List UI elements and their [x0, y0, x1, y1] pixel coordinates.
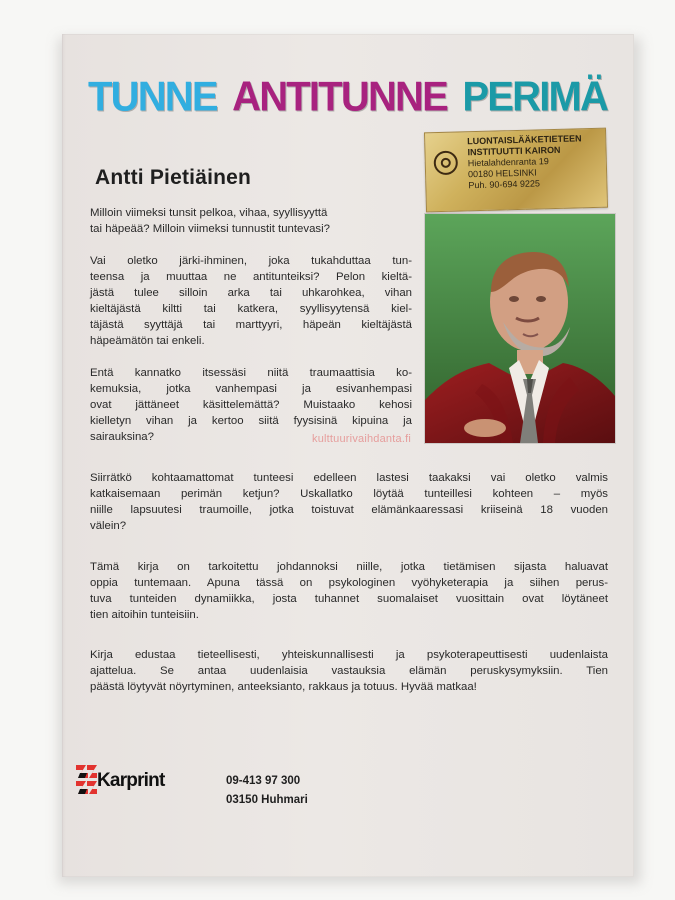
paragraph-4 — [90, 470, 608, 534]
publisher-logo-text: Karprint — [97, 770, 165, 791]
title-word-tunne: TUNNE — [88, 73, 217, 121]
paragraph-1-line-1: Milloin viimeksi tunsit pelkoa, vihaa, syyllisyyttä — [90, 207, 328, 219]
paragraph-4-line-2: katkaisemaan perimän ketjun? Uskallatko löytää tunteillesi kohteen – myös — [90, 488, 608, 501]
book-back-cover — [62, 34, 634, 877]
author-portrait-image — [425, 214, 615, 443]
paragraph-2-line-3: jästä tulee silloin arka tai uhkarohkea, vihan — [90, 287, 412, 300]
watermark-text: kulttuurivaihdanta.fi — [312, 433, 411, 445]
paragraph-3-line-2: kemuksia, jotka vanhempasi ja esivanhempasi — [90, 383, 412, 396]
paragraph-1-line-2: tai häpeää? Milloin viimeksi tunnustit tuntevasi? — [90, 223, 330, 236]
author-photo — [425, 214, 615, 443]
paragraph-2-line-6: häpeämätön tai enkeli. — [90, 335, 205, 348]
paragraph-6 — [90, 647, 608, 695]
sticker-logo-icon — [433, 151, 458, 176]
karprint-logo-icon — [73, 763, 97, 797]
paragraph-5-line-4: tien aitoihin tunteisiin. — [90, 609, 199, 622]
paragraph-3-line-3: ovat jättäneet käsittelemättä? Muistaako kehosi — [90, 399, 412, 412]
paragraph-5 — [90, 559, 608, 623]
library-sticker — [424, 128, 608, 213]
paragraph-5-line-2: oppia tuntemaan. Apuna tässä on psykologinen vyöhyketerapia ja siihen perus- — [90, 577, 608, 590]
paragraph-3-line-4: kielletyn vihan ja kertoo siitä fyysisinä kipuina ja — [90, 415, 412, 428]
sticker-line-4: 00180 HELSINKI — [467, 167, 537, 180]
paragraph-6-line-2: ajattelua. Se antaa uudenlaisia vastauksia elämän peruskysymyksiin. Tien — [90, 665, 608, 678]
paragraph-6-line-3: päästä löytyvät nöyrtyminen, anteeksianto, rakkaus ja totuus. Hyvää matkaa! — [90, 681, 477, 694]
paragraph-2-line-1: Vai oletko järki-ihminen, joka tukahduttaa tun- — [90, 255, 412, 267]
paragraph-4-line-3: niille lapsuutesi traumoille, jotka toistuvat elämänkaaressasi kriiseinä 18 vuoden — [90, 504, 608, 517]
title-word-antitunne: ANTITUNNE — [232, 73, 448, 121]
paragraph-2 — [90, 253, 412, 350]
paragraph-4-line-4: välein? — [90, 520, 127, 533]
publisher-logo — [73, 761, 173, 801]
publisher-phone: 09-413 97 300 — [226, 775, 301, 787]
paragraph-3-line-1: Entä kannatko itsessäsi niitä traumaattisia ko- — [90, 367, 412, 379]
sticker-text-block — [467, 133, 600, 191]
paragraph-4-line-1: Siirrätkö kohtaamattomat tunteesi edelleen lastesi taakaksi vai oletko valmis — [90, 472, 608, 484]
cover-edge-shading — [62, 34, 66, 877]
paragraph-2-line-5: täjästä syyttäjä tai marttyyri, häpeän kieltäjästä — [90, 319, 412, 332]
paragraph-1 — [90, 205, 412, 237]
paragraph-2-line-2: teensa ja muuttaa ne antitunteiksi? Pelon kieltä- — [90, 271, 412, 284]
paragraph-5-line-3: tuva tunteiden dynamiikka, josta tuhannet suomalaiset vuosittain ovat löytäneet — [90, 593, 608, 606]
publisher-postal-address: 03150 Huhmari — [226, 794, 308, 806]
paragraph-6-line-1: Kirja edustaa tieteellisesti, yhteiskunnallisesti ja psykoterapeuttisesti uudenlaista — [90, 649, 608, 661]
sticker-line-1: LUONTAISLÄÄKETIETEEN — [467, 133, 582, 147]
paragraph-3-line-5: sairauksina? — [90, 431, 154, 444]
sticker-line-3: Hietalahdenranta 19 — [467, 156, 549, 169]
sticker-line-2: INSTITUUTTI KAIRON — [467, 144, 561, 158]
paragraph-2-line-4: kieltäjästä kiltti tai katkera, syyllisyytensä kiel- — [90, 303, 412, 316]
cover-title — [88, 73, 628, 121]
sticker-line-5: Puh. 90-694 9225 — [468, 178, 541, 191]
publisher-contact — [226, 772, 308, 810]
title-word-perima: PERIMÄ — [462, 73, 608, 121]
paragraph-5-line-1: Tämä kirja on tarkoitettu johdannoksi niille, jotka tietämisen sijasta haluavat — [90, 561, 608, 573]
author-name: Antti Pietiäinen — [95, 166, 252, 189]
